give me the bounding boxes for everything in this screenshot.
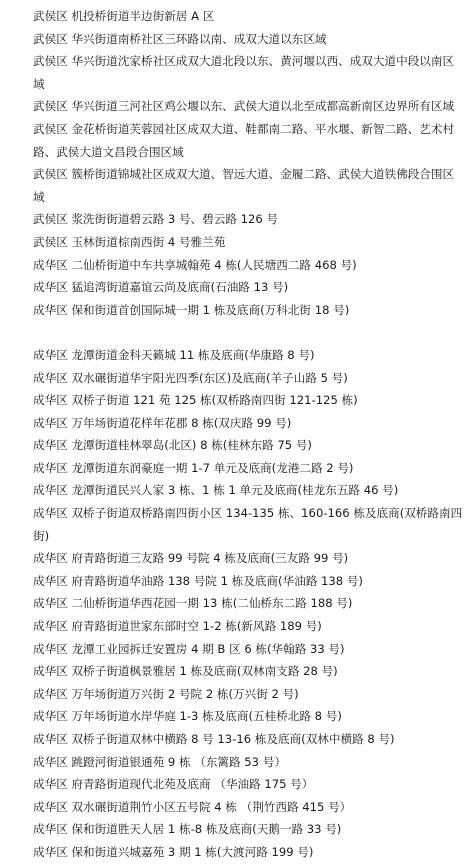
address-line: 成华区 府青路街道三友路 99 号院 4 栋及底商(三友路 99 号) <box>33 551 349 566</box>
address-line: 成华区 跳蹬河街道银通苑 9 栋 （东篱路 53 号） <box>33 754 286 769</box>
address-line: 成华区 双桥子街道 121 苑 125 栋(双桥路南四街 121-125 栋) <box>33 393 358 408</box>
address-line: 武侯区 金花桥街道芙蓉园社区成双大道、鞋都南二路、平水堰、新智二路、艺术村路、武侯大道文昌段合围区域 <box>33 121 455 159</box>
address-line: 武侯区 机投桥街道半边街新居 A 区 <box>33 9 215 23</box>
address-line: 成华区 保和街道兴城嘉苑 3 期 1 栋(大渡河路 199 号) <box>33 844 314 859</box>
address-line: 武侯区 浆洗街街道碧云路 3 号、碧云路 126 号 <box>33 212 279 227</box>
address-line: 成华区 万年场街道水岸华庭 1-3 栋及底商(五桂桥北路 8 号) <box>33 709 342 724</box>
address-line: 成华区 猛追湾街道嘉谊云尚及底商(石油路 13 号) <box>33 280 289 295</box>
blank-line <box>33 321 463 344</box>
address-line: 成华区 二仙桥街道华西花园一期 13 栋(二仙桥东二路 188 号) <box>33 596 353 611</box>
address-line: 成华区 双桥子街道双桥路南四街小区 134-135 栋、160-166 栋及底商(双桥路南四街) <box>33 506 463 543</box>
address-line: 成华区 万年场街道花样年花郡 8 栋(双庆路 99 号) <box>33 415 292 430</box>
address-line: 武侯区 华兴街道沈家桥社区成双大道北段以东、黄河堰以西、成双大道中段以南区域 <box>33 54 455 91</box>
address-line: 成华区 保和街道首创国际城一期 1 栋及底商(万科北街 18 号) <box>33 302 350 317</box>
address-line: 成华区 双水碾街道华宇阳光四季(东区)及底商(羊子山路 5 号) <box>33 370 348 385</box>
address-line: 成华区 府青路街道现代北苑及底商 （华油路 175 号） <box>33 777 314 792</box>
address-line: 成华区 双桥子街道枫景雅居 1 栋及底商(双林南支路 28 号) <box>33 664 338 679</box>
address-line: 成华区 府青路街道华油路 138 号院 1 栋及底商(华油路 138 号) <box>33 573 363 588</box>
address-line: 武侯区 玉林街道棕南西街 4 号雅兰苑 <box>33 234 226 249</box>
address-line: 成华区 双桥子街道双林中横路 8 号 13-16 栋及底商(双林中横路 8 号) <box>33 732 395 746</box>
address-line: 成华区 龙潭街道金科天籁城 11 栋及底商(华康路 8 号) <box>33 347 315 362</box>
address-line: 成华区 保和街道胜天人居 1 栋-8 栋及底商(天鹅一路 33 号) <box>33 822 342 837</box>
address-line: 成华区 府青路街道世家东部时空 1-2 栋(新风路 189 号) <box>33 619 322 634</box>
address-line: 成华区 龙潭工业园拆迁安置房 4 期 B 区 6 栋(华翰路 33 号) <box>33 641 345 656</box>
address-line: 武侯区 华兴街道三河社区鸡公堰以东、武侯大道以北至成都高新南区边界所有区域 <box>33 99 455 114</box>
address-line: 武侯区 簇桥街道锦城社区成双大道、智远大道、金履二路、武侯大道铁佛段合围区域 <box>33 167 455 204</box>
address-line: 成华区 龙潭街道民兴人家 3 栋、1 栋 1 单元及底商(桂龙东五路 46 号) <box>33 483 399 498</box>
address-line: 成华区 万年场街道万兴街 2 号院 2 栋(万兴街 2 号) <box>33 686 299 701</box>
address-line: 成华区 二仙桥街道中车共享城翰苑 4 栋(人民塘西二路 468 号) <box>33 257 357 272</box>
address-line: 成华区 龙潭街道东润豪庭一期 1-7 单元及底商(龙港二路 2 号) <box>33 460 354 475</box>
address-line: 武侯区 华兴街道南桥社区三环路以南、成双大道以东区域 <box>33 31 327 46</box>
address-line: 成华区 龙潭街道桂林翠岛(北区) 8 栋(桂林东路 75 号) <box>33 438 312 453</box>
address-line: 成华区 双水碾街道荆竹小区五号院 4 栋 （荆竹西路 415 号） <box>33 799 352 814</box>
